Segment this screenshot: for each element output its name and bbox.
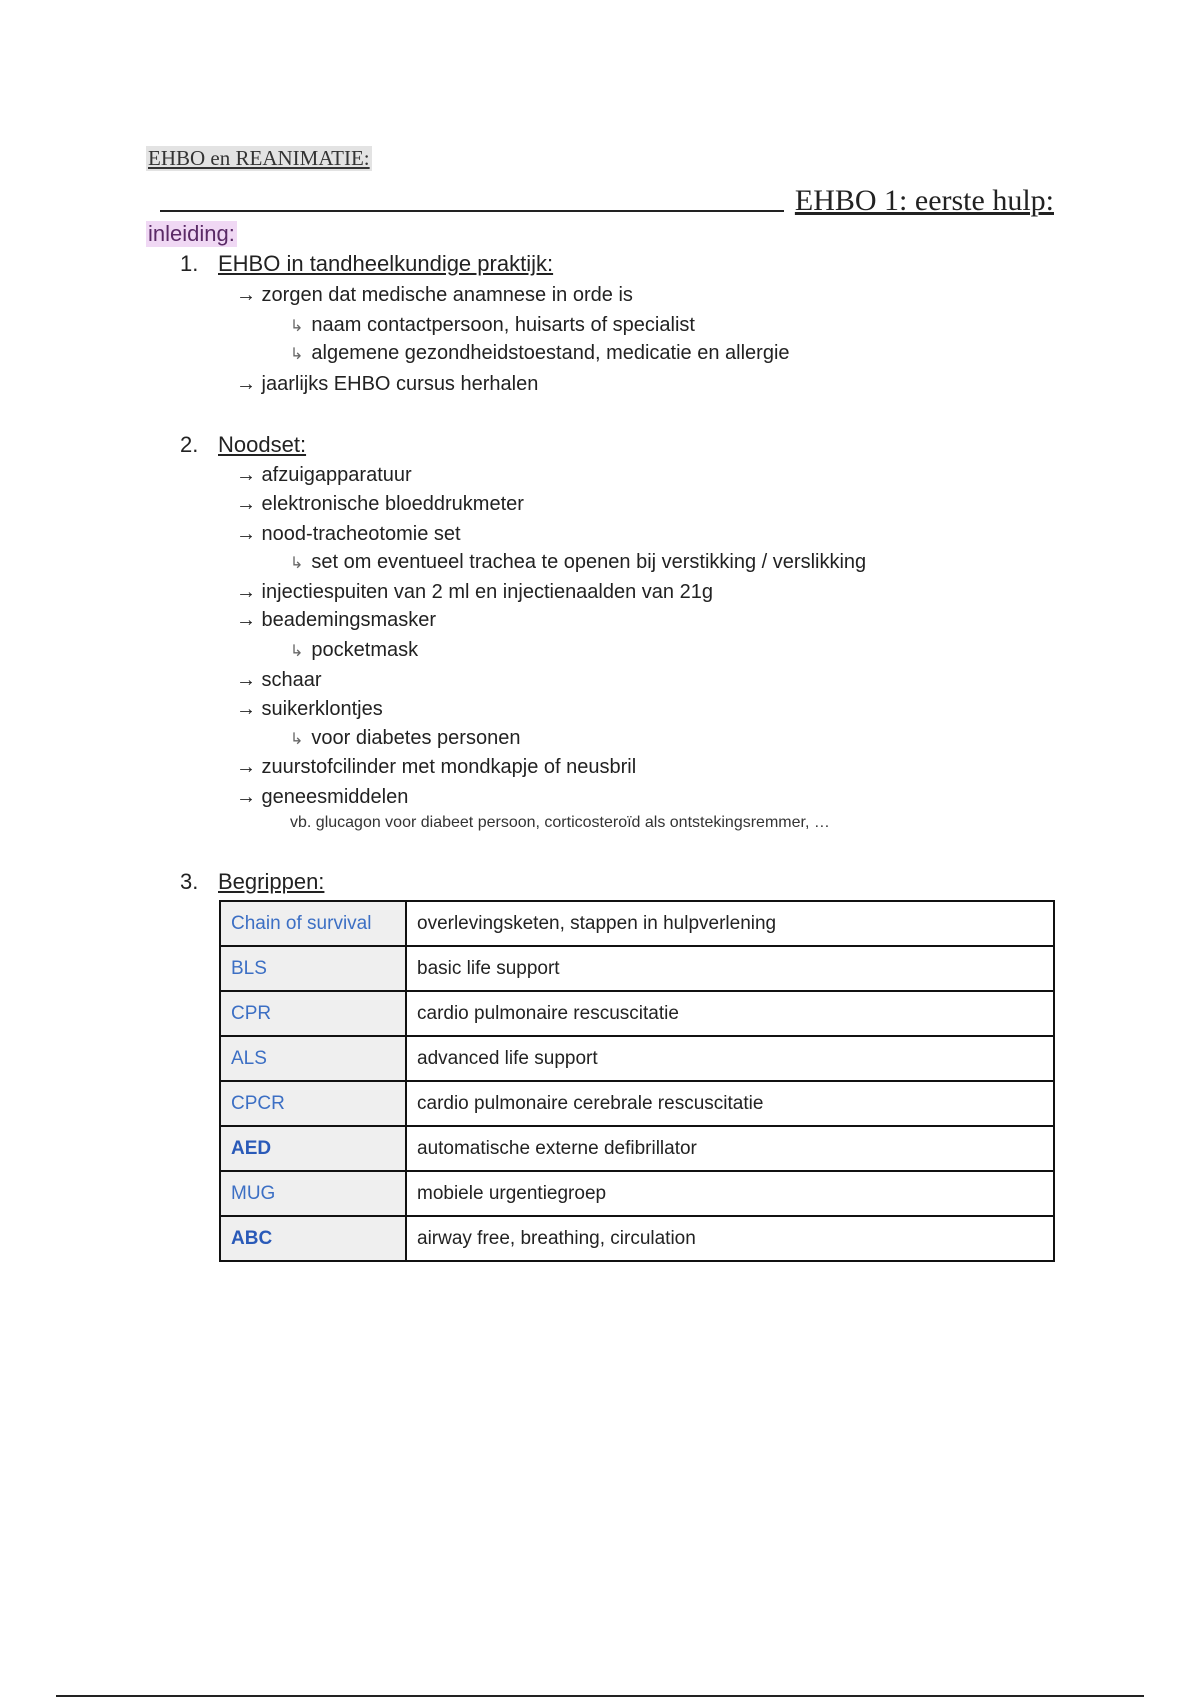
definition-cell: mobiele urgentiegroep — [406, 1171, 1054, 1216]
definition-cell: advanced life support — [406, 1036, 1054, 1081]
section-number: 2. — [180, 432, 199, 457]
sub-arrow-icon: ↳ — [290, 318, 304, 335]
list-item: → suikerklontjes — [236, 698, 383, 720]
list-item: → afzuigapparatuur — [236, 464, 412, 486]
section-number: 1. — [180, 251, 199, 276]
list-item: → zuurstofcilinder met mondkapje of neusbril — [236, 756, 637, 778]
definition-cell: automatische externe defibrillator — [406, 1126, 1054, 1171]
term-cell: BLS — [220, 946, 406, 991]
section-title: Noodset: — [218, 432, 307, 457]
section-number: 3. — [180, 869, 199, 894]
medication-note: vb. glucagon voor diabeet persoon, corticosteroïd als ontstekingsremmer, … — [290, 814, 830, 831]
term-cell: CPR — [220, 991, 406, 1036]
list-item: → jaarlijks EHBO cursus herhalen — [236, 373, 539, 395]
table-row — [220, 991, 1054, 1036]
footer-rule — [56, 1695, 1144, 1697]
list-item: → injectiespuiten van 2 ml en injectienaalden van 21g — [236, 581, 713, 603]
table-row — [220, 1081, 1054, 1126]
definition-cell: basic life support — [406, 946, 1054, 991]
definition-cell: cardio pulmonaire cerebrale rescuscitatie — [406, 1081, 1054, 1126]
term-cell: Chain of survival — [220, 901, 406, 946]
definition-cell: airway free, breathing, circulation — [406, 1216, 1054, 1261]
sub-list-item: ↳ set om eventueel trachea te openen bij verstikking / verslikking — [290, 551, 867, 573]
table-row — [220, 1171, 1054, 1216]
section-title: Begrippen: — [218, 869, 325, 894]
table-row — [220, 1036, 1054, 1081]
section-1-heading — [180, 251, 553, 277]
table-row — [220, 901, 1054, 946]
list-item: → beademingsmasker — [236, 609, 437, 631]
list-item: → elektronische bloeddrukmeter — [236, 493, 524, 515]
term-cell: CPCR — [220, 1081, 406, 1126]
title-underline-rule — [160, 210, 784, 212]
definition-cell: overlevingsketen, stappen in hulpverlening — [406, 901, 1054, 946]
list-item: → geneesmiddelen — [236, 786, 409, 808]
terms-table — [219, 900, 1055, 1262]
sub-list-item: ↳ pocketmask — [290, 639, 419, 661]
sub-arrow-icon: ↳ — [290, 731, 304, 748]
term-cell: ABC — [220, 1216, 406, 1261]
table-row — [220, 1126, 1054, 1171]
definition-cell: cardio pulmonaire rescuscitatie — [406, 991, 1054, 1036]
sub-list-item: ↳ algemene gezondheidstoestand, medicatie en allergie — [290, 342, 790, 364]
sub-arrow-icon: ↳ — [290, 346, 304, 363]
term-cell: ALS — [220, 1036, 406, 1081]
table-row — [220, 1216, 1054, 1261]
list-item: → zorgen dat medische anamnese in orde is — [236, 284, 633, 306]
term-cell: AED — [220, 1126, 406, 1171]
chapter-title-text: EHBO 1: eerste hulp: — [794, 184, 1054, 217]
sub-list-item: ↳ naam contactpersoon, huisarts of specialist — [290, 314, 695, 336]
table-row — [220, 946, 1054, 991]
intro-label: inleiding: — [148, 221, 235, 246]
chapter-title — [160, 178, 1054, 218]
sub-list-item: ↳ voor diabetes personen — [290, 727, 521, 749]
sub-arrow-icon: ↳ — [290, 555, 304, 572]
section-2-heading — [180, 432, 306, 458]
list-item: → nood-tracheotomie set — [236, 523, 461, 545]
list-item: → schaar — [236, 669, 322, 691]
term-cell: MUG — [220, 1171, 406, 1216]
sub-arrow-icon: ↳ — [290, 643, 304, 660]
section-3-heading — [180, 869, 324, 895]
section-title: EHBO in tandheelkundige praktijk: — [218, 251, 554, 276]
document-header: EHBO en REANIMATIE: — [148, 146, 370, 170]
